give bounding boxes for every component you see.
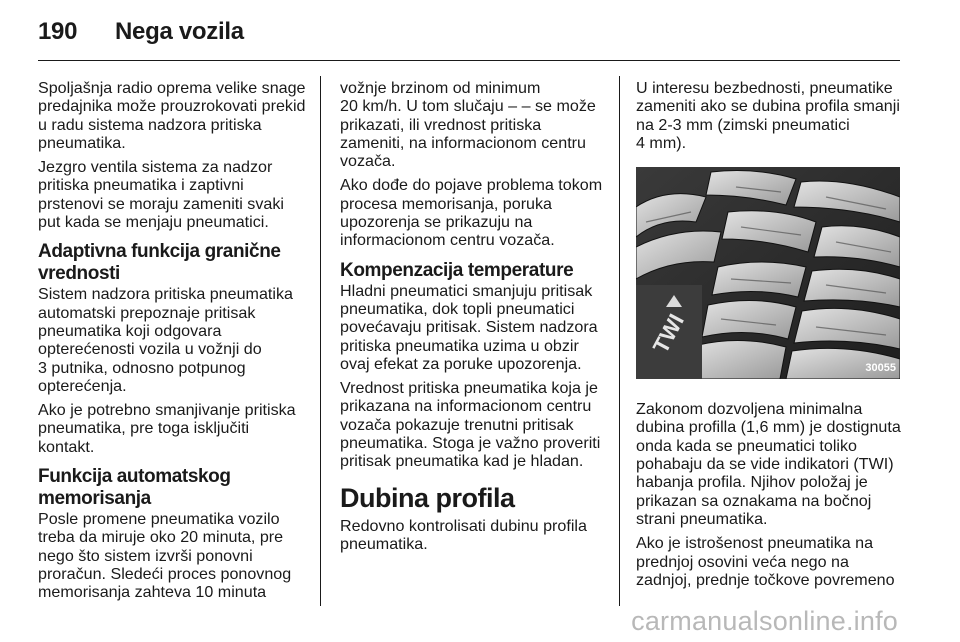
text-line: pneumatika. (38, 133, 126, 152)
text-line: Sistem nadzora pritiska pneumatika (38, 285, 293, 304)
text-line: Posle promene pneumatika vozilo (38, 510, 280, 529)
text-line: U interesu bezbednosti, pneumatike (636, 79, 893, 97)
paragraph (340, 79, 610, 170)
column-divider-1 (320, 76, 321, 606)
section-heading-temperature: Kompenzacija temperature (340, 259, 574, 281)
twi-label: TWI (647, 310, 689, 358)
text-line: strani pneumatika. (636, 509, 768, 528)
text-line: predajnika može prouzrokovati prekid (38, 97, 306, 116)
heading-line: vrednosti (38, 263, 120, 285)
header-rule (38, 60, 900, 61)
section-heading-auto-memory (38, 466, 313, 510)
text-line: onda kada se pneumatici toliko (636, 436, 857, 455)
text-line: habanja profila. Njihov položaj je (636, 473, 868, 492)
text-line: ovaj efekat za poruke upozorenja. (340, 354, 582, 373)
text-line: opterećenja. (38, 376, 127, 395)
heading-line: Funkcija automatskog (38, 466, 231, 488)
text-line: Ako je istrošenost pneumatika na (636, 534, 874, 553)
paragraph (38, 510, 313, 601)
text-line: prikazana na informacionom centru (340, 397, 592, 416)
text-line: prikazan sa oznakama na bočnoj (636, 491, 872, 510)
section-heading-adaptive (38, 241, 313, 285)
paragraph (340, 517, 610, 554)
text-line: pritiska pneumatika i zaptivni (38, 176, 244, 195)
paragraph (38, 79, 313, 152)
text-line: u radu sistema nadzora pritiska (38, 115, 262, 134)
text-line: nego što sistem izvrši ponovni (38, 546, 253, 565)
chapter-heading-tread-depth: Dubina profila (340, 482, 515, 513)
text-line: pneumatika. (340, 534, 428, 553)
text-line: Vrednost pritiska pneumatika koja je (340, 379, 598, 398)
tire-tread-illustration (636, 167, 900, 379)
paragraph (636, 79, 906, 152)
column-1 (38, 79, 313, 608)
text-line: Hladni pneumatici smanjuju pritisak (340, 281, 593, 300)
text-line: Spoljašnja radio oprema velike snage (38, 79, 306, 97)
text-line: prikazati, ili vrednost pritiska (340, 115, 542, 134)
text-line: informacionom centru vozača. (340, 231, 555, 250)
text-line: procesa memorisanja, poruka (340, 194, 553, 213)
paragraph (636, 534, 906, 589)
watermark: carmanualsonline.info (631, 606, 898, 636)
text-line: opterećenosti vozila u vožnji do (38, 340, 262, 359)
text-line: memorisanja zahteva 10 minuta (38, 583, 267, 602)
text-line: Jezgro ventila sistema za nadzor (38, 158, 273, 177)
text-line: automatski prepoznaje pritisak (38, 303, 256, 322)
column-2 (340, 79, 610, 559)
text-line: prednjoj osovini veća nego na (636, 552, 849, 571)
paragraph (636, 400, 906, 528)
text-line: pneumatika, dok topli pneumatici (340, 299, 575, 318)
text-line: pneumatika, pre toga isključiti (38, 419, 250, 438)
text-line: prstenovi se moraju zameniti svaki (38, 194, 284, 213)
text-line: povećavaju pritisak. Sistem nadzora (340, 318, 598, 337)
image-code: 30055 (865, 361, 896, 374)
text-line: Zakonom dozvoljena minimalna (636, 400, 863, 419)
column-divider-2 (619, 76, 620, 606)
text-line: pritiska pneumatika uzima u obzir (340, 336, 579, 355)
text-line: pritisak pneumatika kad je hladan. (340, 452, 584, 471)
text-line: treba da miruje oko 20 minuta, pre (38, 528, 284, 547)
text-line: vožnje brzinom od minimum (340, 79, 541, 97)
text-line: Ako je potrebno smanjivanje pritiska (38, 401, 296, 420)
text-line: zameniti, na informacionom centru (340, 133, 586, 152)
text-line: dubina profilla (1,6 mm) je dostignuta (636, 418, 901, 437)
text-line: na 2-3 mm (zimski pneumatici (636, 115, 850, 134)
paragraph (340, 379, 610, 470)
text-line: Redovno kontrolisati dubinu profila (340, 516, 587, 535)
text-line: 20 km/h. U tom slučaju – – se može (340, 97, 596, 116)
text-line: proračun. Sledeći proces ponovnog (38, 564, 292, 583)
text-line: zadnjoj, prednje točkove povremeno (636, 570, 895, 589)
column-3 (636, 79, 906, 595)
page-number: 190 (38, 18, 78, 45)
text-line: pneumatika koji odgovara (38, 321, 222, 340)
text-line: 4 mm). (636, 133, 687, 152)
text-line: 3 putnika, odnosno potpunog (38, 358, 246, 377)
text-line: vozača pokazuje trenutni pritisak (340, 415, 574, 434)
heading-line: Adaptivna funkcija granične (38, 241, 281, 263)
page-title: Nega vozila (115, 18, 244, 45)
paragraph (340, 282, 610, 373)
heading-line: memorisanja (38, 488, 151, 510)
text-line: Ako dođe do pojave problema tokom (340, 176, 603, 195)
text-line: pohabaju da se vide indikatori (TWI) (636, 455, 894, 474)
text-line: upozorenja se prikazuju na (340, 213, 533, 232)
paragraph (38, 158, 313, 231)
text-line: vozača. (340, 152, 396, 171)
text-line: kontakt. (38, 437, 95, 456)
text-line: pneumatika. Stoga je važno proveriti (340, 434, 601, 453)
paragraph (38, 285, 313, 395)
text-line: put kada se menjaju pneumatici. (38, 213, 269, 232)
paragraph (340, 176, 610, 249)
paragraph (38, 401, 313, 456)
text-line: zameniti ako se dubina profila smanji (636, 97, 900, 116)
tire-tread-photo (636, 167, 900, 379)
